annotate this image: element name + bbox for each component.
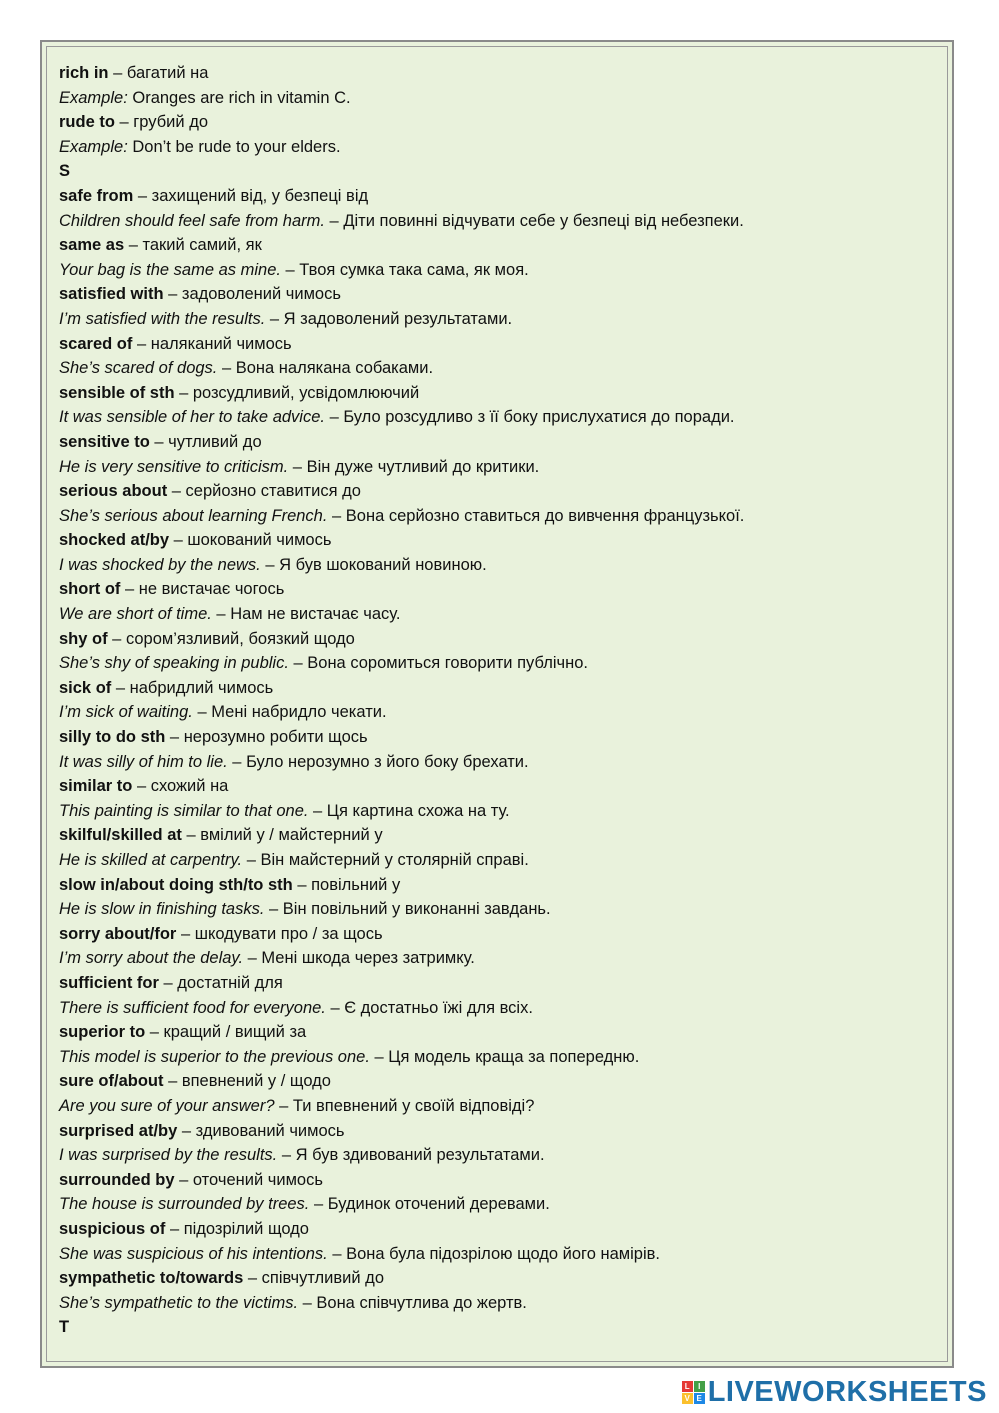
entry-term-line: [59, 922, 939, 947]
entry-term-line: [59, 282, 939, 307]
example-ukrainian: – Ця модель краща за попередню.: [369, 1047, 640, 1066]
term: sensitive to: [59, 432, 150, 451]
term: sure of/about: [59, 1072, 164, 1091]
example-ukrainian: – Будинок оточений деревами.: [309, 1195, 550, 1214]
entry-example-line: [59, 1192, 939, 1217]
entry-example-line: [59, 1143, 939, 1168]
entry-term-line: [59, 61, 939, 86]
example-english: It was silly of him to lie.: [59, 752, 228, 771]
entry-example-line: [59, 897, 939, 922]
entry-example-line: [59, 1045, 939, 1070]
vocabulary-list: [59, 61, 939, 1340]
example-ukrainian: – Твоя сумка така сама, як моя.: [280, 260, 529, 279]
entry-example-line: [59, 750, 939, 775]
entry-term-line: [59, 1119, 939, 1144]
entry-example-line: [59, 1094, 939, 1119]
term-meaning: – нерозумно робити щось: [165, 728, 368, 747]
entry-term-line: [59, 577, 939, 602]
term-meaning: – здивований чимось: [177, 1121, 345, 1140]
entry-example-line: [59, 553, 939, 578]
example-ukrainian: – Вона налякана собаками.: [217, 359, 434, 378]
term-meaning-sep: –: [108, 64, 127, 82]
entry-example-line: [59, 848, 939, 873]
example-ukrainian: – Ти впевнений у своїй відповіді?: [274, 1096, 535, 1115]
entry-term-line: [59, 184, 939, 209]
example-ukrainian: – Я був шокований новиною.: [260, 555, 487, 574]
example-ukrainian: – Мені набридло чекати.: [192, 703, 387, 722]
term: skilful/skilled at: [59, 826, 182, 845]
term-meaning: – такий самий, як: [124, 236, 262, 255]
logo-mark-square: E: [694, 1393, 705, 1404]
example-english: She’s shy of speaking in public.: [59, 654, 289, 673]
entry-term-line: [59, 1266, 939, 1291]
entry-example-line: [59, 651, 939, 676]
example-english: She was suspicious of his intentions.: [59, 1244, 328, 1263]
example-english: She’s sympathetic to the victims.: [59, 1293, 299, 1312]
example-ukrainian: – Вона соромиться говорити публічно.: [288, 654, 588, 673]
term-meaning: – достатній для: [158, 973, 283, 992]
term-meaning: – шокований чимось: [169, 531, 332, 550]
example-ukrainian: – Він дуже чутливий до критики.: [288, 457, 540, 476]
example-english: It was sensible of her to take advice.: [59, 408, 325, 427]
entry-example-line: [59, 799, 939, 824]
term: slow in/about doing sth/to sth: [59, 875, 293, 894]
term: safe from: [59, 186, 134, 205]
term: shocked at/by: [59, 531, 170, 550]
example-english: This painting is similar to that one.: [59, 801, 309, 820]
example-ukrainian: – Вона співчутлива до жертв.: [298, 1293, 527, 1312]
term: sympathetic to/towards: [59, 1269, 244, 1288]
entry-example-line: [59, 602, 939, 627]
entry-example-line: [59, 405, 939, 430]
example-ukrainian: – Він майстерний у столярній справі.: [242, 851, 529, 869]
entry-term-line: [59, 1217, 939, 1242]
example-ukrainian: – Я задоволений результатами.: [265, 309, 513, 328]
entry-example-line: [59, 946, 939, 971]
example-ukrainian: – Ця картина схожа на ту.: [308, 801, 510, 820]
term-meaning: – шкодувати про / за щось: [176, 924, 383, 943]
entry-term-line: [59, 528, 939, 553]
term: scared of: [59, 334, 133, 353]
example-english: I was shocked by the news.: [59, 555, 261, 574]
example-text: Oranges are rich in vitamin C.: [127, 88, 351, 107]
example-ukrainian: – Вона серйозно ставиться до вивчення французької.: [327, 506, 745, 525]
liveworksheets-logo: [682, 1375, 987, 1409]
example-ukrainian: – Нам не вистачає часу.: [211, 605, 401, 624]
term-meaning: – захищений від, у безпеці від: [133, 186, 369, 205]
logo-mark-icon: [682, 1381, 705, 1404]
term: sick of: [59, 678, 112, 697]
example-ukrainian: – Вона була підозрілою щодо його намірів.: [327, 1244, 660, 1263]
term-meaning: – впевнений у / щодо: [163, 1072, 331, 1091]
example-ukrainian: – Було розсудливо з її боку прислухатися до поради.: [324, 408, 735, 427]
example-english: I’m sorry about the delay.: [59, 949, 244, 968]
term: short of: [59, 580, 121, 599]
example-ukrainian: – Є достатньо їжі для всіх.: [325, 998, 533, 1017]
example-ukrainian: – Мені шкода через затримку.: [243, 949, 475, 968]
entry-example-line: [59, 135, 939, 160]
entry-term-line: [59, 110, 939, 135]
example-english: This model is superior to the previous one.: [59, 1047, 370, 1066]
term-meaning: багатий на: [126, 64, 209, 82]
entry-example-line: [59, 996, 939, 1021]
entry-term-line: [59, 676, 939, 701]
entry-term-line: [59, 774, 939, 799]
example-english: Are you sure of your answer?: [59, 1096, 275, 1115]
term: rich in: [59, 64, 109, 82]
term-meaning: – розсудливий, усвідомлюючий: [174, 383, 420, 402]
logo-mark-square: I: [694, 1381, 705, 1392]
term: same as: [59, 236, 125, 255]
term-meaning-sep: –: [114, 113, 134, 132]
example-text: Don’t be rude to your elders.: [127, 137, 341, 156]
logo-mark-square: L: [682, 1381, 693, 1392]
term: suspicious of: [59, 1219, 166, 1238]
example-ukrainian: – Діти повинні відчувати себе у безпеці від небезпеки.: [324, 211, 744, 230]
term-meaning: – оточений чимось: [174, 1170, 323, 1189]
example-english: Your bag is the same as mine.: [59, 260, 281, 279]
example-ukrainian: – Він повільний у виконанні завдань.: [264, 900, 551, 919]
entry-term-line: [59, 479, 939, 504]
example-english: He is very sensitive to criticism.: [59, 457, 289, 476]
term-meaning: – кращий / вищий за: [145, 1023, 307, 1042]
term-meaning: – сором’язливий, боязкий щодо: [107, 629, 355, 648]
term-meaning: – чутливий до: [149, 432, 262, 451]
example-english: She’s scared of dogs.: [59, 359, 218, 378]
term-meaning: – співчутливий до: [243, 1269, 384, 1288]
entry-term-line: [59, 627, 939, 652]
example-english: I’m satisfied with the results.: [59, 309, 266, 328]
term-meaning: – повільний у: [292, 875, 401, 894]
term-meaning: – вмілий у / майстерний у: [181, 826, 383, 845]
term: surrounded by: [59, 1170, 175, 1189]
term-meaning: – наляканий чимось: [132, 334, 292, 353]
entry-example-line: [59, 1291, 939, 1316]
example-english: Children should feel safe from harm.: [59, 211, 325, 230]
example-english: He is slow in finishing tasks.: [59, 900, 265, 919]
term: sorry about/for: [59, 924, 177, 943]
example-english: She’s serious about learning French.: [59, 506, 328, 525]
section-header-s: S: [59, 162, 71, 181]
section-header-t: T: [59, 1318, 70, 1337]
term-meaning: – підозрілий щодо: [165, 1219, 309, 1238]
example-english: We are short of time.: [59, 605, 212, 624]
entry-term-line: [59, 971, 939, 996]
term: satisfied with: [59, 285, 164, 304]
entry-example-line: [59, 1242, 939, 1267]
term: sensible of sth: [59, 383, 175, 402]
entry-example-line: [59, 307, 939, 332]
entry-term-line: [59, 1168, 939, 1193]
term: rude to: [59, 113, 115, 132]
entry-example-line: [59, 504, 939, 529]
entry-example-line: [59, 258, 939, 283]
example-ukrainian: – Було нерозумно з його боку брехати.: [227, 752, 529, 771]
entry-example-line: [59, 700, 939, 725]
entry-term-line: [59, 823, 939, 848]
entry-term-line: [59, 430, 939, 455]
term-meaning: – задоволений чимось: [163, 285, 341, 304]
example-label: Example:: [59, 88, 128, 107]
term-meaning: – схожий на: [132, 777, 229, 796]
term: superior to: [59, 1023, 146, 1042]
example-english: The house is surrounded by trees.: [59, 1195, 310, 1214]
example-english: There is sufficient food for everyone.: [59, 998, 326, 1017]
entry-term-line: [59, 1069, 939, 1094]
example-english: He is skilled at carpentry.: [59, 851, 243, 869]
term-meaning: грубий до: [133, 113, 208, 132]
term-meaning: – не вистачає чогось: [120, 580, 285, 599]
entry-term-line: [59, 725, 939, 750]
entry-example-line: [59, 356, 939, 381]
entry-example-line: [59, 86, 939, 111]
term: serious about: [59, 482, 168, 501]
entry-term-line: [59, 873, 939, 898]
term: sufficient for: [59, 973, 159, 992]
entry-term-line: [59, 381, 939, 406]
s-entries-list: [59, 184, 939, 1315]
logo-text: LIVEWORKSHEETS: [707, 1375, 987, 1408]
example-ukrainian: – Я був здивований результатами.: [277, 1146, 545, 1165]
entry-example-line: [59, 455, 939, 480]
term: similar to: [59, 777, 133, 796]
entry-term-line: [59, 233, 939, 258]
example-english: I was surprised by the results.: [59, 1146, 278, 1165]
logo-mark-square: V: [682, 1393, 693, 1404]
term: surprised at/by: [59, 1121, 178, 1140]
example-label: Example:: [59, 137, 128, 156]
term-meaning: – серйозно ставитися до: [167, 482, 361, 501]
example-english: I’m sick of waiting.: [59, 703, 193, 722]
term: shy of: [59, 629, 108, 648]
term: silly to do sth: [59, 728, 166, 747]
entry-term-line: [59, 332, 939, 357]
entry-example-line: [59, 209, 939, 234]
entry-term-line: [59, 1020, 939, 1045]
term-meaning: – набридлий чимось: [111, 678, 274, 697]
